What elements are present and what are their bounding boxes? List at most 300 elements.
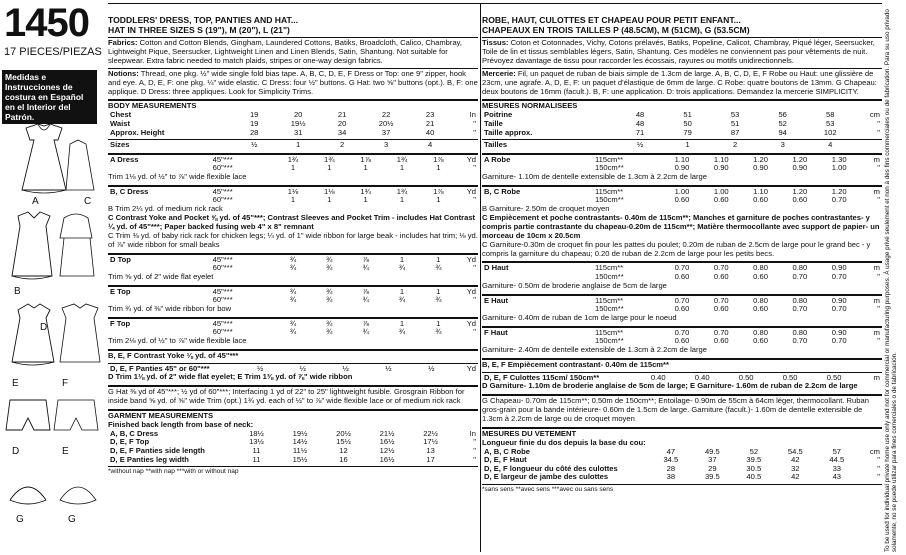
table-cell: 0.70 [713,295,729,305]
table-cell: 20½ [336,428,351,438]
table-cell: D, E, F Culottes 115cm/ 150cm** [484,372,600,382]
english-footnote: *without nap **with nap ***with or without nap [108,466,478,477]
table-cell: 58 [826,110,835,120]
table-row [482,448,882,457]
table-cell: 60"*** [212,263,233,273]
table-row [482,141,882,150]
table-cell: ¾ [326,263,333,273]
table-cell: 1 [436,318,441,328]
d-haut-garniture: Garniture- 0.50m de broderie anglaise de 5cm de large [482,280,667,290]
table-cell: 0.70 [713,327,729,337]
table-cell: 45"*** [212,254,233,264]
table-cell: 1 [399,163,405,173]
table-cell: 1 [685,140,690,150]
table-cell: 1 [436,163,441,173]
table-cell: ¾ [435,263,442,273]
table-cell: " [473,327,476,337]
e-haut-metrage [482,297,882,314]
table-cell: ¾ [398,327,406,337]
table-cell: 31 [293,127,303,137]
table-cell: m [873,186,880,196]
table-cell: D, E, F Top [110,437,150,447]
c-empiecement: C Empiècement et poche contrastants- 0.40m de 115cm**; Manches et garniture de poches contrastantes- y compris partie contrastante du chapeau-0.20m de 115cm**; Matière thermocollante avec support de papier- un morceau de 10cm x 20.5cm [482,212,880,240]
english-subtitle: HAT IN THREE SIZES S (19"), M (20"), L (21") [108,24,290,35]
sizes-row [108,141,478,150]
e-top-trim: Trim ¾ yd. of ⅜" wide ribbon for bow [108,303,232,313]
table-cell: 1⅞ [433,186,444,196]
table-cell: 0.80 [753,327,768,337]
table-cell: 0.80 [792,263,808,273]
view-label-e2: E [62,446,69,457]
table-cell: 1.20 [753,154,768,164]
french-column [482,16,882,495]
table-row [482,120,882,129]
table-cell: ¾ [289,254,297,264]
table-row [482,111,882,120]
mesures-vetement-table [482,448,882,482]
table-cell: 1 [296,140,301,150]
table-cell: " [473,163,476,173]
e-haut-garniture: Garniture- 0.40m de ruban de 1cm de large pour le noeud [482,312,677,322]
table-cell: " [877,163,880,173]
table-cell: m [873,263,880,273]
table-cell: " [473,118,476,128]
table-cell: Yd [466,318,476,328]
table-cell: A Dress [110,154,139,164]
table-row [108,141,478,150]
mesures-header: MESURES NORMALISEES [482,99,882,111]
table-cell: 21½ [379,428,395,438]
mercerie-text: Mercerie: Fil, un paquet de ruban de biais simple de 1.3cm de large. A, B, C, D, E, F Robe ou Haut: une glissière de 23cm, une agrafe. A, D, E, F: un paquet d'élastique de 6mm de large. C Robe: quatre boutons de 13mm. G Chapeau: deux boutons de 16mm (facult.). B, F: une application. D: trois applications. Demandez la mercerie SIMPLICITY. [482,68,882,97]
f-haut-metrage [482,329,882,346]
table-cell: 0.60 [713,336,729,346]
table-cell: 34.5 [663,455,679,465]
table-cell: 19½ [292,428,308,438]
table-cell: 1¾ [360,186,371,196]
table-cell: ¾ [289,318,297,328]
def-garniture: D Garniture- 1.10m de broderie anglaise de 5cm de large; E Garniture- 1.60m de ruban de 2.2cm de large [482,381,858,391]
table-cell: 1.20 [792,154,808,164]
table-cell: 0.40 [694,372,710,382]
view-label-d: D [40,322,48,333]
table-cell: 56 [778,110,787,120]
d-top-yardage [108,256,478,273]
table-cell: 16 [339,454,348,464]
table-cell: 20 [337,118,347,128]
table-cell: 0.50 [738,372,754,382]
table-cell: ½ [636,140,644,150]
f-top-trim: Trim 2⅛ yd. of ½" to ⅞" wide flexible lace [108,335,247,345]
table-cell: 1.00 [831,163,847,173]
table-cell: 0.60 [674,336,690,346]
table-cell: " [877,463,880,473]
table-cell: 1.30 [831,154,847,164]
table-cell: ½ [299,363,306,373]
table-cell: 87 [730,127,740,137]
view-label-c: C [84,196,92,207]
table-cell: 0.70 [674,263,690,273]
table-cell: 0.70 [831,336,847,346]
table-cell: 0.90 [753,163,768,173]
table-cell: 38 [666,472,676,482]
table-cell: 1⅞ [433,154,444,164]
table-cell: In [469,428,476,438]
table-cell: " [877,127,880,137]
table-cell: 1 [399,195,405,205]
table-cell: 0.60 [713,304,729,314]
table-cell: 1.00 [713,186,729,196]
table-cell: cm [869,446,880,456]
table-cell: ¾ [326,327,333,337]
table-cell: ½ [385,363,392,373]
table-cell: 39.5 [704,472,720,482]
mesures-vetement-sub: Longueur finie du dos depuis la base du cou: [482,437,646,447]
table-cell: 0.70 [713,263,729,273]
table-cell: cm [869,110,880,120]
table-cell: 150cm** [594,195,624,205]
table-cell: m [873,154,880,164]
table-cell: ½ [251,140,258,150]
bef-empiecement: B, E, F Empiècement contrastant- 0.40m de 115cm** [482,358,882,370]
pattern-number: 1450 [4,1,89,45]
table-cell: B, C Robe [484,186,521,196]
table-cell: 115cm** [594,186,624,196]
table-cell [854,141,882,150]
table-cell: A, B, C Robe [484,446,530,456]
table-cell: 115cm** [594,154,624,164]
table-cell: Tailles [484,140,508,150]
table-cell: 0.60 [753,195,768,205]
g-chapeau-text: G Chapeau- 0.70m de 115cm**; 0.50m de 150cm**; Entoilage- 0.90m de 55cm à 64cm léger, thermocollant. Ruban gros-grain pour la bande intérieure- 0.60m de 1.5cm de large. Garniture (facult.)- 1.60m de dentelle extensible de 1.3cm à 2.2cm de large ou de croquet moyen [482,394,882,424]
table-row [108,129,478,138]
table-cell: " [473,127,476,137]
table-cell: 0.60 [753,304,768,314]
table-cell: ¾ [289,295,297,305]
table-cell: 71 [635,127,645,137]
table-cell: F Top [110,318,131,328]
table-cell: 0.60 [753,336,768,346]
table-cell: 1⅛ [324,186,335,196]
table-cell: 115cm** [594,263,624,273]
table-cell: ¾ [289,286,297,296]
view-label-d2: D [12,446,20,457]
table-cell: 4 [828,140,833,150]
view-label-e: E [12,378,19,389]
table-cell: In [469,110,476,120]
table-cell: 1 [399,254,405,264]
table-cell: 19½ [290,118,306,128]
f-top-yardage [108,320,478,337]
table-cell: 1¾ [396,186,408,196]
table-cell: ¾ [326,254,333,264]
table-cell: Taille approx. [484,127,533,137]
table-cell: 42 [791,455,800,465]
d-haut-metrage [482,264,882,281]
garment-measurements-header: GARMENT MEASUREMENTS [108,409,478,421]
table-cell: 51 [683,110,692,120]
table-cell: " [877,272,880,282]
column-divider [480,4,481,552]
b-trim: B Trim 2¼ yd. of medium rick rack [108,204,223,213]
table-cell: 60"*** [212,163,233,173]
table-cell: 44.5 [829,455,845,465]
table-cell: m [873,372,880,382]
bc-robe-metrage [482,188,882,205]
table-cell: 0.70 [792,304,808,314]
table-cell: E Top [110,286,131,296]
table-cell: 45"*** [212,318,233,328]
table-cell: ¾ [362,263,369,273]
table-cell: Sizes [110,140,130,150]
table-cell: B, C Dress [110,186,149,196]
table-cell: D Top [110,254,131,264]
table-cell: 11½ [292,446,308,456]
table-cell: 28 [666,463,676,473]
table-cell: " [473,437,476,447]
table-cell: 13 [426,446,435,456]
table-cell: " [877,118,880,128]
notions-text: Notions: Thread, one pkg. ½" wide single fold bias tape. A, B, C, D, E, F Dress or Top: one 9" zipper, hook and eye. A, D, E, F: one pkg. ¼" wide elastic. C Dress: four ½" buttons. G Hat: two ⅝" buttons (opt.). B, F: one applique. D Dress: three appliques. Look for Simplicity Trims. [108,68,478,96]
table-cell: 0.70 [831,304,847,314]
table-cell: Chest [110,110,132,120]
table-cell: " [473,295,476,305]
table-cell: 0.80 [792,327,808,337]
table-cell: ¾ [398,295,406,305]
table-cell: 13½ [249,437,264,447]
table-cell: 42 [791,472,800,482]
table-cell: 49.5 [704,446,720,456]
table-cell: 1 [399,318,405,328]
table-cell: ¾ [435,327,442,337]
table-cell: ⅞ [362,318,369,328]
table-cell: 150cm** [594,163,624,173]
table-cell: 1 [290,195,296,205]
table-cell: 40 [425,127,435,137]
table-cell: " [473,454,476,464]
table-cell: D Haut [484,263,509,273]
panties-illustration [4,392,102,444]
table-cell: 40.5 [746,472,762,482]
body-measurements-table [108,111,478,137]
table-cell: 0.70 [831,195,847,205]
table-cell: 1⅛ [287,186,299,196]
table-cell: 16½ [379,454,395,464]
table-cell: 16½ [379,437,395,447]
table-cell: " [877,336,880,346]
usage-notice-text: To be used for individual private home use only and not for commercial or manufacturing purposes. À usage privé seulement et non à des fins commerciales ou de fabrication. Para su uso privado solamente, no se puede utilizar para fines comerciales o de fabricación. [884,9,898,552]
table-cell: " [877,304,880,314]
table-cell: 37 [708,455,717,465]
fabrics-text: Fabrics: Cotton and Cotton Blends, Gingham, Laundered Cottons, Batiks, Broadcloth, Calico, Chambray, Lightweight Pique, Seersucker, Lightweight Linen and Linen Blends, Satin, Shantung. Not suitable for sleepwear. Extra fabric needed to match plaids, stripes or one-way design fabrics. [108,37,478,66]
table-cell: 0.90 [831,327,847,337]
table-cell: ¾ [289,327,297,337]
table-cell: 79 [683,127,692,137]
spanish-note: Medidas e Instrucciones de costura en Español en el Interior del Patrón. [2,70,97,124]
mesures-table [482,111,882,137]
table-cell: 1 [327,195,332,205]
table-cell: 1 [290,163,296,173]
table-cell: 0.80 [792,295,808,305]
table-cell: 11 [252,454,261,464]
table-cell: 150cm** [594,272,624,282]
table-cell: 1.20 [792,186,808,196]
table-cell: 0.50 [826,372,842,382]
c-trim: C Trim ⅜ yd. of baby rick rack for chicken legs; ¼ yd. of 1" wide ribbon for large beak - includes hat trim; ⅛ yd. of ⅞" wide ribbon for small beaks [108,230,478,249]
view-d-illustration [4,300,102,380]
table-cell: ½ [428,363,435,373]
table-cell: 1.10 [674,154,690,164]
table-cell: E Haut [484,295,509,305]
table-cell: Taille [484,118,503,128]
table-cell: 0.80 [753,263,768,273]
top-rule [108,3,882,4]
table-cell: Yd [466,286,476,296]
table-cell: ½ [256,363,264,373]
table-cell: 0.90 [713,163,729,173]
table-cell: 1 [363,195,368,205]
table-cell: A, B, C Dress [110,428,159,438]
g-hat-text: G Hat ⅜ yd of 45"***; ½ yd of 60"***; Interfacing 1 yd of 22" to 25" lightweight fusible. Grosgrain Ribbon for inside band ⅝ yd. of ⅝" wide Trim (opt.) 1¾ yd. each of ½" to ⅞" wide flexible lace or of medium rick rack [108,385,478,406]
body-measurements-header: BODY MEASUREMENTS [108,99,478,111]
view-label-g: G [16,514,24,525]
table-cell: " [473,446,476,456]
table-cell: 102 [823,127,837,137]
table-cell: 15½ [336,437,351,447]
table-cell: 0.90 [831,295,847,305]
view-b-illustration [4,208,102,288]
table-cell: 17 [426,454,435,464]
table-cell: 1¾ [324,154,335,164]
f-haut-garniture: Garniture- 2.40m de dentelle extensible de 1.3cm à 2.2cm de large [482,344,707,354]
table-cell: 28 [249,127,259,137]
table-cell: 53 [826,118,835,128]
view-label-a: A [32,196,39,207]
table-cell: Yd [466,154,476,164]
table-cell: 29 [708,463,717,473]
table-cell: 51 [730,118,740,128]
table-cell: 1.10 [713,154,729,164]
table-cell: 150cm** [594,336,624,346]
table-cell: 20 [293,110,303,120]
table-cell: D, E, F Panties 45" or 60"*** [110,363,210,373]
table-cell: 20½ [378,118,394,128]
table-cell: Poitrine [484,110,513,120]
table-cell: m [873,295,880,305]
view-a-c-illustration [8,118,98,198]
b-garniture: B Garniture- 2.50m de croquet moyen [482,204,610,213]
table-cell: 94 [778,127,787,137]
table-cell: 0.90 [831,263,847,273]
table-cell: 1 [327,163,332,173]
table-cell: 1 [436,254,441,264]
table-cell: D, E, F Panties side length [110,446,205,456]
table-cell: 19 [249,110,259,120]
garment-measurements-sub: Finished back length from base of neck: [108,419,254,429]
table-cell: 60"*** [212,295,233,305]
table-cell: Yd [466,254,476,264]
table-cell: 0.60 [674,195,690,205]
table-cell: 21 [425,118,435,128]
table-cell: ¾ [362,327,369,337]
table-cell: 17½ [423,437,438,447]
table-cell: 32 [791,463,800,473]
table-cell: " [473,195,476,205]
table-cell: 39.5 [746,455,762,465]
table-row [108,456,478,465]
pattern-info-column [0,0,106,555]
view-label-f: F [62,378,69,389]
table-cell: 48 [635,118,645,128]
a-robe-garniture: Garniture- 1.10m de dentelle extensible de 1.3cm à 2.2cm de large [482,171,707,181]
table-cell: 54.5 [787,446,803,456]
table-cell: 0.70 [674,327,690,337]
table-cell: " [877,455,880,465]
table-cell: 0.70 [792,336,808,346]
table-cell: 1 [399,286,405,296]
table-cell: 4 [428,140,433,150]
table-cell: 1.20 [831,186,847,196]
table-cell: D, E Panties leg width [110,454,189,464]
table-cell: Yd [466,186,476,196]
table-cell: 12 [339,446,348,456]
c-garniture: C Garniture-0.30m de croquet fin pour les pattes du poulet; 0.20m de ruban de 2.5cm de large pour le grand bec - y compris la garniture du chapeau; 0.20 de ruban de 2.2cm de large pour les petits becs. [482,239,871,258]
bef-contrast-yoke: B, E, F Contrast Yoke ⅛ yd. of 45"*** [108,349,478,361]
table-cell: 0.80 [753,295,768,305]
table-cell: 1.00 [674,186,690,196]
table-cell: F Haut [484,327,508,337]
table-cell: 1.10 [753,186,768,196]
table-cell: 14½ [292,437,308,447]
table-cell: 1 [363,163,368,173]
table-row [482,473,882,482]
table-cell: 22½ [423,428,438,438]
table-cell: 23 [425,110,435,120]
table-cell: ⅞ [362,254,369,264]
garment-measurements-table [108,430,478,464]
french-subtitle: CHAPEAUX EN TROIS TAILLES P (48.5CM), M (51CM), G (53.5CM) [482,24,750,35]
table-cell: ¾ [326,295,333,305]
table-cell: 15½ [292,454,308,464]
hat-illustration [4,470,102,514]
french-title: ROBE, HAUT, CULOTTES ET CHAPEAU POUR PETIT ENFANT... [482,15,741,25]
table-cell [452,141,478,150]
table-cell: ½ [342,363,349,373]
a-dress-yardage [108,156,478,173]
table-cell: " [877,195,880,205]
table-cell: A Robe [484,154,511,164]
tailles-row [482,141,882,150]
table-cell: 60"*** [212,195,233,205]
c-contrast: C Contrast Yoke and Pocket ⅝ yd. of 45"***; Contrast Sleeves and Pocket Trim - includes Hat Contrast ¼ yd. of 45"***; Paper backed fusing web 4" x 8" remnant [108,212,476,231]
usage-notice [884,4,904,552]
d-top-trim: Trim ⅝ yd. of 2" wide flat eyelet [108,271,214,281]
table-cell: 3 [780,140,785,150]
table-cell: 11 [252,446,261,456]
table-cell: 0.90 [792,163,808,173]
table-cell: ¾ [435,295,442,305]
pieces-count: 17 PIECES/PIEZAS [4,46,102,58]
table-cell: Yd [466,363,476,373]
table-cell: ¾ [362,295,369,305]
table-cell: 52 [749,446,759,456]
table-cell: " [877,472,880,482]
table-cell: 115cm** [594,327,624,337]
table-cell: 48 [635,110,645,120]
view-label-g2: G [68,514,76,525]
table-cell: Waist [110,118,130,128]
table-cell: 60"*** [212,327,233,337]
table-cell: 47 [666,446,676,456]
